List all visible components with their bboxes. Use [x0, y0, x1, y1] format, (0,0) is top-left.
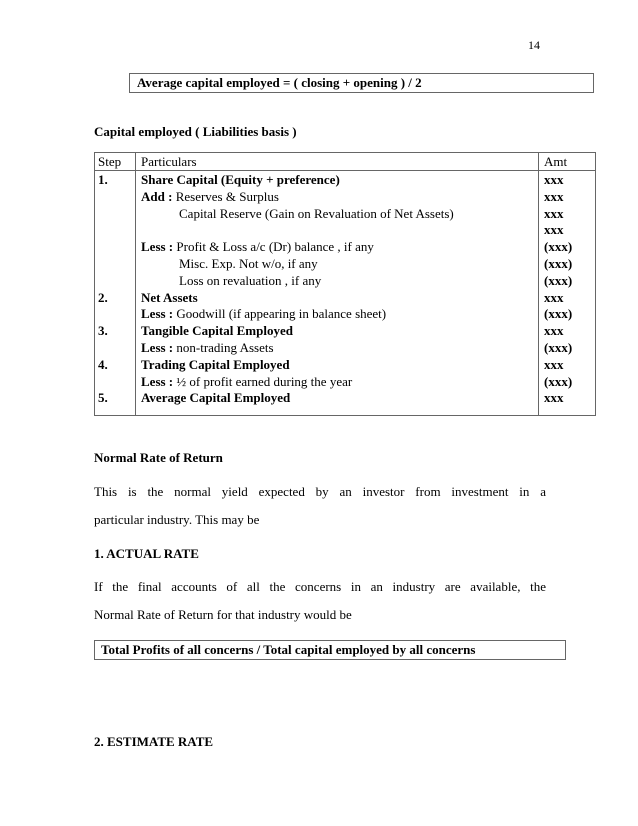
actual-rate-paragraph [94, 573, 546, 629]
row-text: Loss on revaluation , if any [179, 272, 322, 288]
row-amount: xxx [544, 222, 564, 238]
row-particulars [141, 357, 290, 374]
normal-rate-paragraph [94, 478, 546, 534]
table-row [95, 323, 595, 340]
row-amount: (xxx) [544, 239, 573, 255]
table-row [95, 172, 595, 189]
normal-rate-heading: Normal Rate of Return [94, 450, 223, 465]
row-particulars [141, 290, 198, 307]
table-row [95, 374, 595, 391]
table-row [95, 256, 595, 273]
row-prefix: Less : [141, 239, 174, 255]
paragraph-line: Normal Rate of Return for that industry would be [94, 607, 352, 622]
actual-rate-heading: 1. ACTUAL RATE [94, 546, 199, 561]
row-prefix: Less : [141, 339, 174, 355]
total-profits-formula-box: Total Profits of all concerns / Total capital employed by all concerns [94, 640, 566, 660]
row-step: 5. [98, 390, 108, 406]
table-header-amount: Amt [544, 154, 568, 169]
table-row [95, 189, 595, 206]
row-particulars [141, 390, 290, 407]
row-amount: xxx [544, 356, 564, 372]
row-amount: xxx [544, 172, 564, 187]
paragraph-line: This is the normal yield expected by an investor from investment in a [94, 484, 546, 499]
table-row [95, 340, 595, 357]
table-row [95, 390, 595, 407]
row-amount: (xxx) [544, 306, 573, 322]
row-step: 3. [98, 323, 108, 339]
table-row [95, 357, 595, 374]
table-rows [95, 172, 595, 407]
row-text: Trading Capital Employed [141, 356, 290, 372]
row-text: Goodwill (if appearing in balance sheet) [173, 306, 387, 322]
row-prefix: Less : [141, 373, 174, 389]
row-text: Average Capital Employed [141, 390, 291, 406]
row-text: Profit & Loss a/c (Dr) balance , if any [173, 239, 374, 255]
row-particulars [141, 172, 340, 189]
table-header-particulars: Particulars [141, 154, 197, 169]
row-step: 2. [98, 289, 108, 305]
row-particulars [179, 256, 318, 273]
page-number: 14 [528, 38, 540, 52]
table-row [95, 222, 595, 239]
row-particulars [141, 340, 274, 357]
paragraph-line: particular industry. This may be [94, 512, 260, 527]
row-text: ½ of profit earned during the year [173, 373, 353, 389]
table-header-step: Step [98, 154, 122, 169]
row-step: 4. [98, 356, 108, 372]
table-row [95, 206, 595, 223]
row-prefix: Add : [141, 188, 173, 204]
row-particulars [141, 189, 279, 206]
row-amount: xxx [544, 390, 564, 406]
table-header-divider [95, 170, 595, 171]
row-amount: xxx [544, 205, 564, 221]
row-particulars [141, 239, 374, 256]
row-amount: xxx [544, 188, 564, 204]
row-particulars [141, 374, 352, 391]
row-amount: xxx [544, 289, 564, 305]
row-text: Tangible Capital Employed [141, 323, 293, 339]
row-text: Share Capital (Equity + preference) [141, 172, 340, 187]
capital-employed-table [94, 152, 596, 416]
table-row [95, 306, 595, 323]
row-amount: (xxx) [544, 255, 573, 271]
row-amount: (xxx) [544, 373, 573, 389]
row-prefix: Less : [141, 306, 174, 322]
estimate-rate-heading: 2. ESTIMATE RATE [94, 734, 214, 749]
table-row [95, 273, 595, 290]
row-particulars [179, 206, 454, 223]
paragraph-line: If the final accounts of all the concerns in an industry are available, the [94, 579, 546, 594]
table-row [95, 239, 595, 256]
row-amount: (xxx) [544, 272, 573, 288]
row-particulars [179, 273, 321, 290]
row-text: Capital Reserve (Gain on Revaluation of Net Assets) [179, 205, 454, 221]
average-capital-formula-box: Average capital employed = ( closing + opening ) / 2 [129, 73, 594, 93]
capital-employed-heading: Capital employed ( Liabilities basis ) [94, 124, 297, 139]
row-text: Misc. Exp. Not w/o, if any [179, 255, 318, 271]
row-amount: (xxx) [544, 339, 573, 355]
row-amount: xxx [544, 323, 564, 339]
row-text: Net Assets [141, 289, 198, 305]
table-row [95, 290, 595, 307]
row-particulars [141, 323, 293, 340]
row-text: Reserves & Surplus [172, 188, 279, 204]
row-step: 1. [98, 172, 108, 187]
row-text: non-trading Assets [173, 339, 274, 355]
row-particulars [141, 306, 386, 323]
